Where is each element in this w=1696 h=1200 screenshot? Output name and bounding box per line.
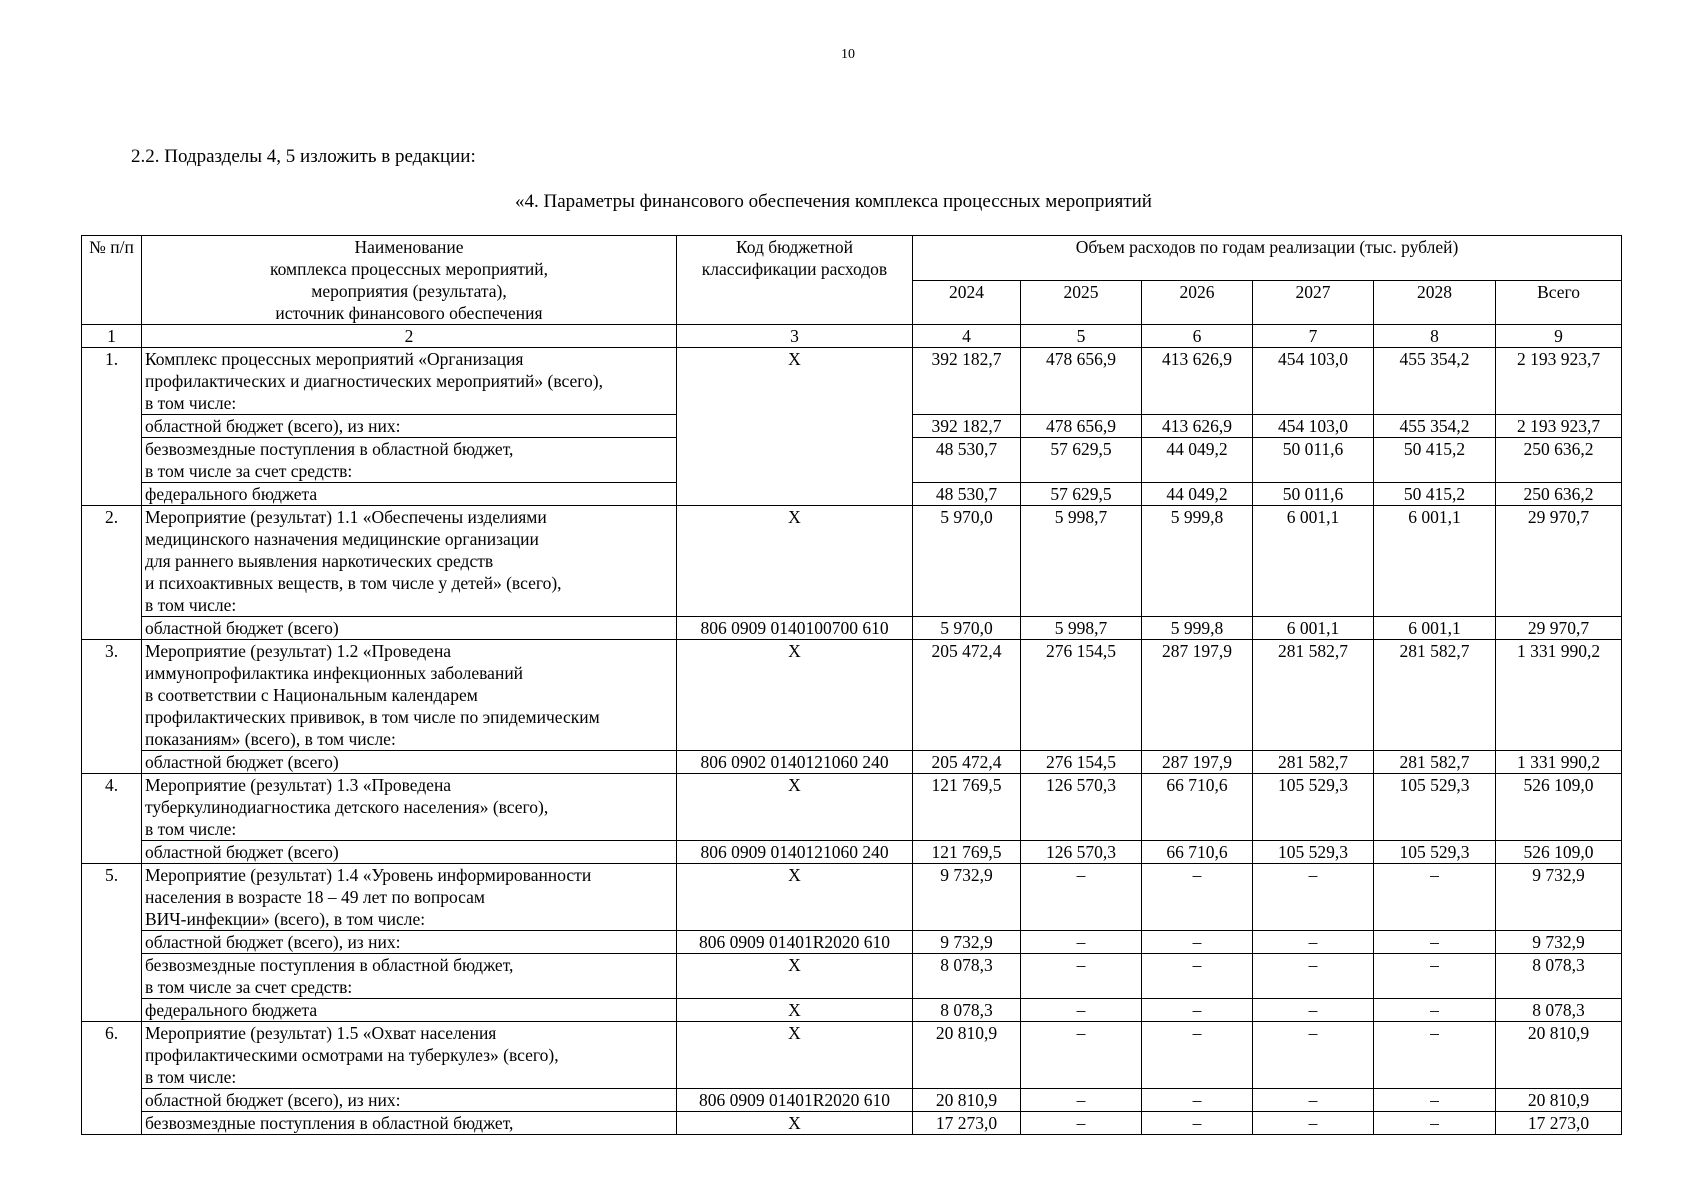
row-year-value: 6 001,1	[1253, 506, 1374, 617]
row-budget-code: X	[677, 640, 913, 751]
row-year-value: –	[1021, 1112, 1142, 1135]
row-total-value: 2 193 923,7	[1496, 348, 1622, 415]
row-year-value: 8 078,3	[913, 954, 1021, 999]
row-total-value: 1 331 990,2	[1496, 640, 1622, 751]
row-year-value: 205 472,4	[913, 640, 1021, 751]
row-year-value: –	[1142, 1022, 1253, 1089]
row-budget-code: 806 0902 0140121060 240	[677, 751, 913, 774]
row-budget-code: X	[677, 1112, 913, 1135]
row-year-value: 5 970,0	[913, 617, 1021, 640]
row-year-value: 6 001,1	[1374, 617, 1496, 640]
row-total-value: 29 970,7	[1496, 617, 1622, 640]
row-year-value: –	[1142, 999, 1253, 1022]
row-name: Комплекс процессных мероприятий «Организация профилактических и диагностических мероприятий» (всего), в том числе:	[142, 348, 677, 415]
row-year-value: 6 001,1	[1253, 617, 1374, 640]
row-total-value: 20 810,9	[1496, 1089, 1622, 1112]
header-row-1	[82, 236, 1622, 281]
table-row	[82, 774, 1622, 841]
row-year-value: 5 970,0	[913, 506, 1021, 617]
row-number: 4.	[82, 774, 142, 864]
table-row	[82, 864, 1622, 931]
row-number: 1.	[82, 348, 142, 506]
col-number: 2	[142, 325, 677, 348]
row-year-value: –	[1253, 1022, 1374, 1089]
row-total-value: 250 636,2	[1496, 438, 1622, 483]
row-year-value: 392 182,7	[913, 348, 1021, 415]
row-total-value: 250 636,2	[1496, 483, 1622, 506]
row-budget-code: X	[677, 348, 913, 506]
row-name: областной бюджет (всего), из них:	[142, 1089, 677, 1112]
row-year-value: 281 582,7	[1253, 640, 1374, 751]
row-year-value: 121 769,5	[913, 841, 1021, 864]
row-year-value: –	[1374, 954, 1496, 999]
row-budget-code: 806 0909 0140121060 240	[677, 841, 913, 864]
row-name: федерального бюджета	[142, 483, 677, 506]
row-year-value: 287 197,9	[1142, 640, 1253, 751]
row-year-value: –	[1374, 1112, 1496, 1135]
row-year-value: 48 530,7	[913, 483, 1021, 506]
row-year-value: 454 103,0	[1253, 348, 1374, 415]
row-name: областной бюджет (всего)	[142, 751, 677, 774]
row-year-value: 281 582,7	[1253, 751, 1374, 774]
header-year-2025: 2025	[1021, 280, 1142, 325]
col-number: 5	[1021, 325, 1142, 348]
col-number: 6	[1142, 325, 1253, 348]
section-title: «4. Параметры финансового обеспечения комплекса процессных мероприятий	[515, 191, 1152, 212]
row-year-value: –	[1253, 931, 1374, 954]
row-budget-code: 806 0909 01401R2020 610	[677, 931, 913, 954]
row-name: областной бюджет (всего), из них:	[142, 415, 677, 438]
row-year-value: 126 570,3	[1021, 774, 1142, 841]
row-name: безвозмездные поступления в областной бюджет, в том числе за счет средств:	[142, 438, 677, 483]
row-year-value: 20 810,9	[913, 1022, 1021, 1089]
row-year-value: –	[1021, 1089, 1142, 1112]
row-year-value: 5 999,8	[1142, 506, 1253, 617]
row-year-value: –	[1374, 1089, 1496, 1112]
row-total-value: 9 732,9	[1496, 864, 1622, 931]
row-name: Мероприятие (результат) 1.4 «Уровень информированности населения в возрасте 18 – 49 лет по вопросам ВИЧ-инфекции» (всего), в том числе:	[142, 864, 677, 931]
row-name: Мероприятие (результат) 1.2 «Проведена иммунопрофилактика инфекционных заболеваний в соответствии с Национальным календарем профилактических прививок, в том числе по эпидемическим показаниям» (всего), в том числе:	[142, 640, 677, 751]
row-year-value: –	[1142, 1089, 1253, 1112]
header-total: Всего	[1496, 280, 1622, 325]
table-row	[82, 954, 1622, 999]
row-year-value: 392 182,7	[913, 415, 1021, 438]
row-name: Мероприятие (результат) 1.5 «Охват населения профилактическими осмотрами на туберкулез» (всего), в том числе:	[142, 1022, 677, 1089]
row-year-value: 205 472,4	[913, 751, 1021, 774]
row-year-value: 126 570,3	[1021, 841, 1142, 864]
row-budget-code: X	[677, 999, 913, 1022]
header-year-2026: 2026	[1142, 280, 1253, 325]
row-year-value: –	[1374, 864, 1496, 931]
row-year-value: 57 629,5	[1021, 483, 1142, 506]
row-year-value: 276 154,5	[1021, 640, 1142, 751]
col-number: 3	[677, 325, 913, 348]
row-year-value: –	[1021, 864, 1142, 931]
row-year-value: –	[1253, 1089, 1374, 1112]
row-year-value: 105 529,3	[1253, 841, 1374, 864]
row-number: 5.	[82, 864, 142, 1022]
row-year-value: 281 582,7	[1374, 640, 1496, 751]
row-year-value: –	[1021, 1022, 1142, 1089]
row-year-value: 57 629,5	[1021, 438, 1142, 483]
row-budget-code: 806 0909 0140100700 610	[677, 617, 913, 640]
row-year-value: –	[1374, 999, 1496, 1022]
row-year-value: –	[1374, 931, 1496, 954]
row-year-value: 44 049,2	[1142, 483, 1253, 506]
row-budget-code: X	[677, 506, 913, 617]
row-year-value: 44 049,2	[1142, 438, 1253, 483]
col-number: 7	[1253, 325, 1374, 348]
row-number: 3.	[82, 640, 142, 774]
financing-table	[81, 235, 1622, 1135]
row-year-value: 48 530,7	[913, 438, 1021, 483]
row-year-value: 50 011,6	[1253, 483, 1374, 506]
table-row	[82, 617, 1622, 640]
row-number: 6.	[82, 1022, 142, 1135]
row-name: Мероприятие (результат) 1.3 «Проведена туберкулинодиагностика детского населения» (всего), в том числе:	[142, 774, 677, 841]
row-year-value: 454 103,0	[1253, 415, 1374, 438]
table-row	[82, 1112, 1622, 1135]
row-year-value: –	[1021, 999, 1142, 1022]
row-total-value: 526 109,0	[1496, 841, 1622, 864]
header-num: № п/п	[82, 236, 142, 325]
row-name: федерального бюджета	[142, 999, 677, 1022]
table-row	[82, 841, 1622, 864]
row-year-value: 17 273,0	[913, 1112, 1021, 1135]
page-number: 10	[841, 47, 855, 62]
row-name: безвозмездные поступления в областной бюджет,	[142, 1112, 677, 1135]
row-year-value: –	[1253, 999, 1374, 1022]
header-name: Наименование комплекса процессных мероприятий, мероприятия (результата), источник финансового обеспечения	[142, 236, 677, 325]
row-total-value: 17 273,0	[1496, 1112, 1622, 1135]
row-year-value: –	[1374, 1022, 1496, 1089]
row-year-value: 413 626,9	[1142, 415, 1253, 438]
col-number: 8	[1374, 325, 1496, 348]
row-year-value: 105 529,3	[1374, 774, 1496, 841]
row-total-value: 9 732,9	[1496, 931, 1622, 954]
table-row	[82, 640, 1622, 751]
row-name: областной бюджет (всего), из них:	[142, 931, 677, 954]
row-total-value: 1 331 990,2	[1496, 751, 1622, 774]
row-name: областной бюджет (всего)	[142, 841, 677, 864]
row-year-value: 66 710,6	[1142, 841, 1253, 864]
table-row	[82, 1022, 1622, 1089]
row-year-value: –	[1142, 954, 1253, 999]
row-budget-code: X	[677, 774, 913, 841]
header-volume: Объем расходов по годам реализации (тыс. рублей)	[913, 236, 1622, 281]
row-year-value: –	[1253, 1112, 1374, 1135]
row-total-value: 526 109,0	[1496, 774, 1622, 841]
row-year-value: 5 998,7	[1021, 506, 1142, 617]
col-number: 4	[913, 325, 1021, 348]
row-year-value: 276 154,5	[1021, 751, 1142, 774]
row-year-value: 281 582,7	[1374, 751, 1496, 774]
row-year-value: 413 626,9	[1142, 348, 1253, 415]
column-numbers-row	[82, 325, 1622, 348]
row-year-value: 478 656,9	[1021, 348, 1142, 415]
row-name: безвозмездные поступления в областной бюджет, в том числе за счет средств:	[142, 954, 677, 999]
header-year-2024: 2024	[913, 280, 1021, 325]
row-year-value: 121 769,5	[913, 774, 1021, 841]
header-year-2027: 2027	[1253, 280, 1374, 325]
col-number: 9	[1496, 325, 1622, 348]
row-total-value: 8 078,3	[1496, 999, 1622, 1022]
table-row	[82, 348, 1622, 415]
table-row	[82, 506, 1622, 617]
row-year-value: 105 529,3	[1374, 841, 1496, 864]
row-year-value: 50 415,2	[1374, 483, 1496, 506]
row-budget-code: X	[677, 1022, 913, 1089]
row-year-value: 455 354,2	[1374, 415, 1496, 438]
row-year-value: 8 078,3	[913, 999, 1021, 1022]
row-year-value: 105 529,3	[1253, 774, 1374, 841]
row-name: областной бюджет (всего)	[142, 617, 677, 640]
row-total-value: 20 810,9	[1496, 1022, 1622, 1089]
row-year-value: –	[1142, 1112, 1253, 1135]
row-budget-code: X	[677, 864, 913, 931]
row-name: Мероприятие (результат) 1.1 «Обеспечены изделиями медицинского назначения медицинские организации для раннего выявления наркотических средств и психоактивных веществ, в том числе у детей» (всего), в том числе:	[142, 506, 677, 617]
row-year-value: –	[1021, 954, 1142, 999]
row-year-value: 50 011,6	[1253, 438, 1374, 483]
row-total-value: 8 078,3	[1496, 954, 1622, 999]
row-year-value: 20 810,9	[913, 1089, 1021, 1112]
row-total-value: 29 970,7	[1496, 506, 1622, 617]
row-year-value: 50 415,2	[1374, 438, 1496, 483]
row-number: 2.	[82, 506, 142, 640]
table-row	[82, 999, 1622, 1022]
table-row	[82, 751, 1622, 774]
row-year-value: –	[1142, 931, 1253, 954]
row-year-value: 5 998,7	[1021, 617, 1142, 640]
row-year-value: –	[1253, 864, 1374, 931]
row-year-value: –	[1253, 954, 1374, 999]
row-year-value: 9 732,9	[913, 931, 1021, 954]
col-number: 1	[82, 325, 142, 348]
intro-paragraph: 2.2. Подразделы 4, 5 изложить в редакции:	[131, 146, 476, 167]
row-year-value: 5 999,8	[1142, 617, 1253, 640]
table-row	[82, 1089, 1622, 1112]
row-year-value: 66 710,6	[1142, 774, 1253, 841]
row-year-value: 6 001,1	[1374, 506, 1496, 617]
row-budget-code: 806 0909 01401R2020 610	[677, 1089, 913, 1112]
row-year-value: 455 354,2	[1374, 348, 1496, 415]
table-row	[82, 931, 1622, 954]
header-year-2028: 2028	[1374, 280, 1496, 325]
row-year-value: –	[1142, 864, 1253, 931]
row-total-value: 2 193 923,7	[1496, 415, 1622, 438]
row-year-value: 478 656,9	[1021, 415, 1142, 438]
row-budget-code: X	[677, 954, 913, 999]
row-year-value: 287 197,9	[1142, 751, 1253, 774]
row-year-value: –	[1021, 931, 1142, 954]
row-year-value: 9 732,9	[913, 864, 1021, 931]
header-code: Код бюджетной классификации расходов	[677, 236, 913, 325]
